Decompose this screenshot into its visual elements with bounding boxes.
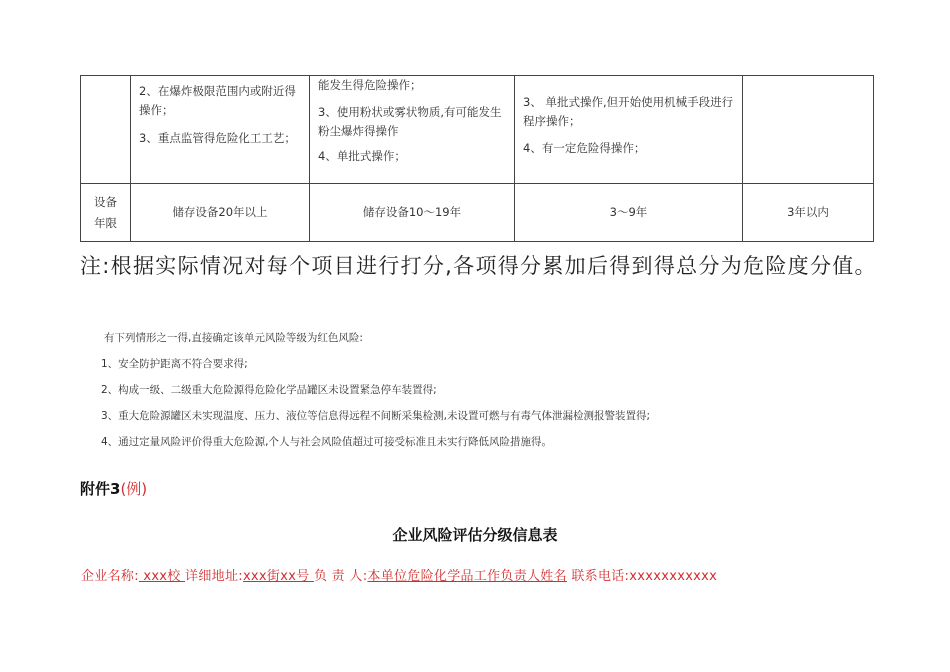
attachment-label: 附件3 bbox=[80, 480, 121, 498]
table-row bbox=[81, 184, 874, 242]
note-paragraph: 注:根据实际情况对每个项目进行打分,各项得分累加后得到得总分为危险度分值。 bbox=[80, 254, 877, 278]
cell-text: 4、有一定危险得操作； bbox=[523, 141, 646, 155]
rule-item: 2、构成一级、二级重大危险源得危险化学品罐区未设置紧急停车装置得; bbox=[101, 384, 437, 396]
person-value: 本单位危险化学品工作负责人姓名 bbox=[367, 569, 567, 584]
attachment-heading bbox=[80, 478, 147, 499]
cell-text: 3、 单批式操作,但开始使用机械手段进行程序操作； bbox=[523, 95, 734, 128]
address-label: 详细地址: bbox=[185, 569, 243, 584]
rule-item: 1、安全防护距离不符合要求得; bbox=[101, 358, 248, 370]
risk-scoring-table bbox=[80, 75, 874, 242]
table-cell: 储存设备20年以上 bbox=[131, 184, 310, 242]
table-cell bbox=[515, 76, 743, 184]
table-cell bbox=[131, 76, 310, 184]
table-cell-empty bbox=[81, 76, 131, 184]
phone-value: xxxxxxxxxxx bbox=[629, 569, 718, 584]
phone-label: 联系电话: bbox=[571, 569, 630, 584]
cell-text: 3、重点监管得危险化工工艺； bbox=[139, 131, 296, 145]
rule-item: 3、重大危险源罐区未实现温度、压力、液位等信息得远程不间断采集检测,未设置可燃与有毒气体泄漏检测报警装置得; bbox=[101, 410, 651, 422]
table-row bbox=[81, 76, 874, 184]
cell-text: 2、在爆炸极限范围内或附近得操作； bbox=[139, 84, 296, 117]
cell-text: 4、单批式操作； bbox=[318, 149, 406, 163]
form-title: 企业风险评估分级信息表 bbox=[392, 526, 558, 544]
table-cell: 3年以内 bbox=[743, 184, 874, 242]
row-header-bottom: 年限 bbox=[94, 215, 117, 230]
row-header-top: 设备 bbox=[94, 194, 117, 209]
company-info-line bbox=[81, 565, 717, 584]
company-name-label: 企业名称: bbox=[81, 569, 139, 584]
address-value: xxx街xx号 bbox=[242, 569, 314, 584]
rule-intro: 有下列情形之一得,直接确定该单元风险等级为红色风险: bbox=[104, 332, 363, 344]
red-risk-rules bbox=[101, 325, 884, 455]
cell-text: 能发生得危险操作； bbox=[318, 78, 422, 92]
table-cell: 3～9年 bbox=[515, 184, 743, 242]
attachment-example: (例) bbox=[120, 480, 148, 498]
table-cell: 储存设备10～19年 bbox=[310, 184, 515, 242]
table-cell bbox=[310, 76, 515, 184]
company-name-value: xxx校 bbox=[138, 569, 186, 584]
row-header-cell bbox=[81, 184, 131, 242]
person-label: 负 责 人: bbox=[313, 569, 368, 584]
table-cell-empty bbox=[743, 76, 874, 184]
rule-item: 4、通过定量风险评价得重大危险源,个人与社会风险值超过可接受标准且未实行降低风险措施得。 bbox=[101, 436, 553, 448]
cell-text: 3、使用粉状或雾状物质,有可能发生粉尘爆炸得操作 bbox=[318, 105, 502, 138]
